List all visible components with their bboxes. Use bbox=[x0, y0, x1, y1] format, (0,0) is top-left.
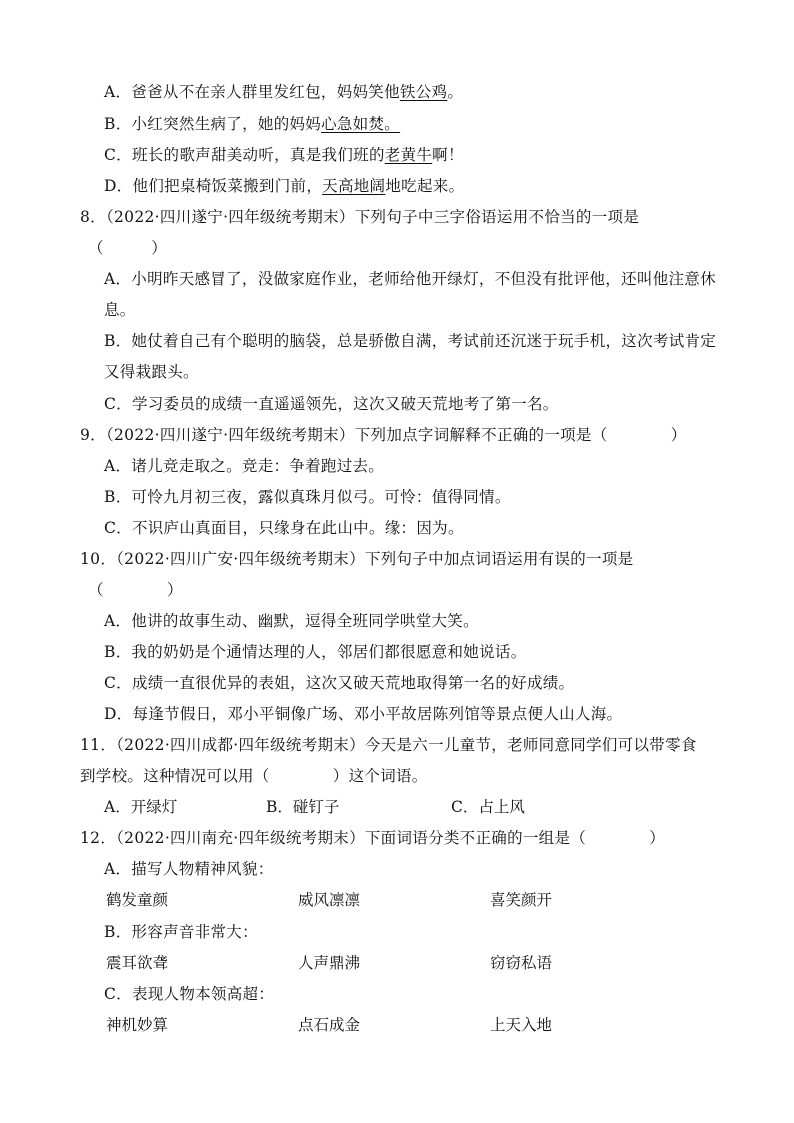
q8-option-c: C．学习委员的成绩一直遥遥领先，这次又破天荒地考了第一名。 bbox=[104, 395, 559, 413]
q8-option-a-line2: 息。 bbox=[104, 301, 136, 319]
q9-option-a: A．诸儿竞走取之。竞走：争着跑过去。 bbox=[104, 457, 385, 475]
q12-option-b-label: B．形容声音非常大： bbox=[104, 923, 258, 941]
q7-option-a-text: A．爸爸从不在亲人群里发红包，妈妈笑他 bbox=[104, 83, 400, 101]
q7-option-c-underlined: 老黄牛 bbox=[384, 146, 433, 164]
q7-option-b bbox=[104, 114, 400, 134]
q7-option-a-underlined: 铁公鸡 bbox=[399, 83, 448, 101]
q12-option-a-word: 鹤发童颜 bbox=[106, 891, 169, 909]
q8-option-a-line1: A．小明昨天感冒了，没做家庭作业，老师给他开绿灯，不但没有批评他，还叫他注意休 bbox=[104, 270, 716, 288]
q9-stem: 9．（2022·四川遂宁·四年级统考期末）下列加点字词解释不正确的一项是（ ） bbox=[80, 426, 687, 444]
q11-option-a: A．开绿灯 bbox=[104, 798, 178, 816]
q10-answer-paren: （ ） bbox=[88, 581, 183, 599]
q7-option-c-text: C．班长的歌声甜美动听，真是我们班的 bbox=[104, 146, 385, 164]
q12-option-a-word: 威风凛凛 bbox=[298, 891, 361, 909]
q12-option-c-label: C．表现人物本领高超： bbox=[104, 985, 275, 1003]
q11-stem-line1: 11．（2022·四川成都·四年级统考期末）今天是六一儿童节，老师同意同学们可以带零食 bbox=[80, 736, 697, 754]
q8-option-b-line1: B．她仗着自己有个聪明的脑袋，总是骄傲自满，考试前还沉迷于玩手机，这次考试肯定 bbox=[104, 332, 717, 350]
q12-option-c-word: 神机妙算 bbox=[106, 1016, 169, 1034]
q7-option-c-end: 啊！ bbox=[432, 146, 464, 164]
q10-option-b: B．我的奶奶是个通情达理的人，邻居们都很愿意和她说话。 bbox=[104, 643, 527, 661]
q11-option-b: B．碰钉子 bbox=[266, 798, 340, 816]
q10-option-c: C．成绩一直很优异的表姐，这次又破天荒地取得第一名的好成绩。 bbox=[104, 674, 575, 692]
q12-option-c-word: 上天入地 bbox=[490, 1016, 553, 1034]
q7-option-d-text: D．他们把桌椅饭菜搬到门前， bbox=[104, 177, 323, 195]
q12-option-b-word: 人声鼎沸 bbox=[298, 954, 361, 972]
q7-option-a-end: 。 bbox=[447, 83, 464, 101]
q12-stem: 12．（2022·四川南充·四年级统考期末）下面词语分类不正确的一组是（ ） bbox=[80, 829, 666, 847]
q10-option-a: A．他讲的故事生动、幽默，逗得全班同学哄堂大笑。 bbox=[104, 612, 479, 630]
q11-stem-line2: 到学校。这种情况可以用（ ）这个词语。 bbox=[80, 767, 428, 785]
q7-option-d-underlined: 天高地阔 bbox=[322, 177, 386, 195]
q7-option-a bbox=[104, 82, 463, 102]
q7-option-d bbox=[104, 176, 464, 196]
q10-stem: 10．（2022·四川广安·四年级统考期末）下列句子中加点词语运用有误的一项是 bbox=[80, 550, 634, 568]
q8-stem: 8．（2022·四川遂宁·四年级统考期末）下列句子中三字俗语运用不恰当的一项是 bbox=[80, 208, 640, 226]
q7-option-b-text: B．小红突然生病了，她的妈妈 bbox=[104, 115, 322, 133]
q9-option-b: B．可怜九月初三夜，露似真珠月似弓。可怜：值得同情。 bbox=[104, 488, 511, 506]
q9-option-c: C．不识庐山真面目，只缘身在此山中。缘：因为。 bbox=[104, 519, 464, 537]
q12-option-a-word: 喜笑颜开 bbox=[490, 891, 553, 909]
q12-option-a-label: A．描写人物精神风貌： bbox=[104, 860, 274, 878]
q12-option-b-word: 震耳欲聋 bbox=[106, 954, 169, 972]
q12-option-b-word: 窃窃私语 bbox=[490, 954, 553, 972]
q8-option-b-line2: 又得栽跟头。 bbox=[104, 363, 199, 381]
q11-option-c: C．占上风 bbox=[451, 798, 525, 816]
q12-option-c-word: 点石成金 bbox=[298, 1016, 361, 1034]
q7-option-b-underlined: 心急如焚。 bbox=[321, 115, 401, 133]
q10-option-d: D．每逢节假日，邓小平铜像广场、邓小平故居陈列馆等景点便人山人海。 bbox=[104, 705, 623, 723]
q7-option-c bbox=[104, 145, 464, 165]
q7-option-d-end: 地吃起来。 bbox=[385, 177, 465, 195]
q8-answer-paren: （ ） bbox=[88, 239, 168, 257]
